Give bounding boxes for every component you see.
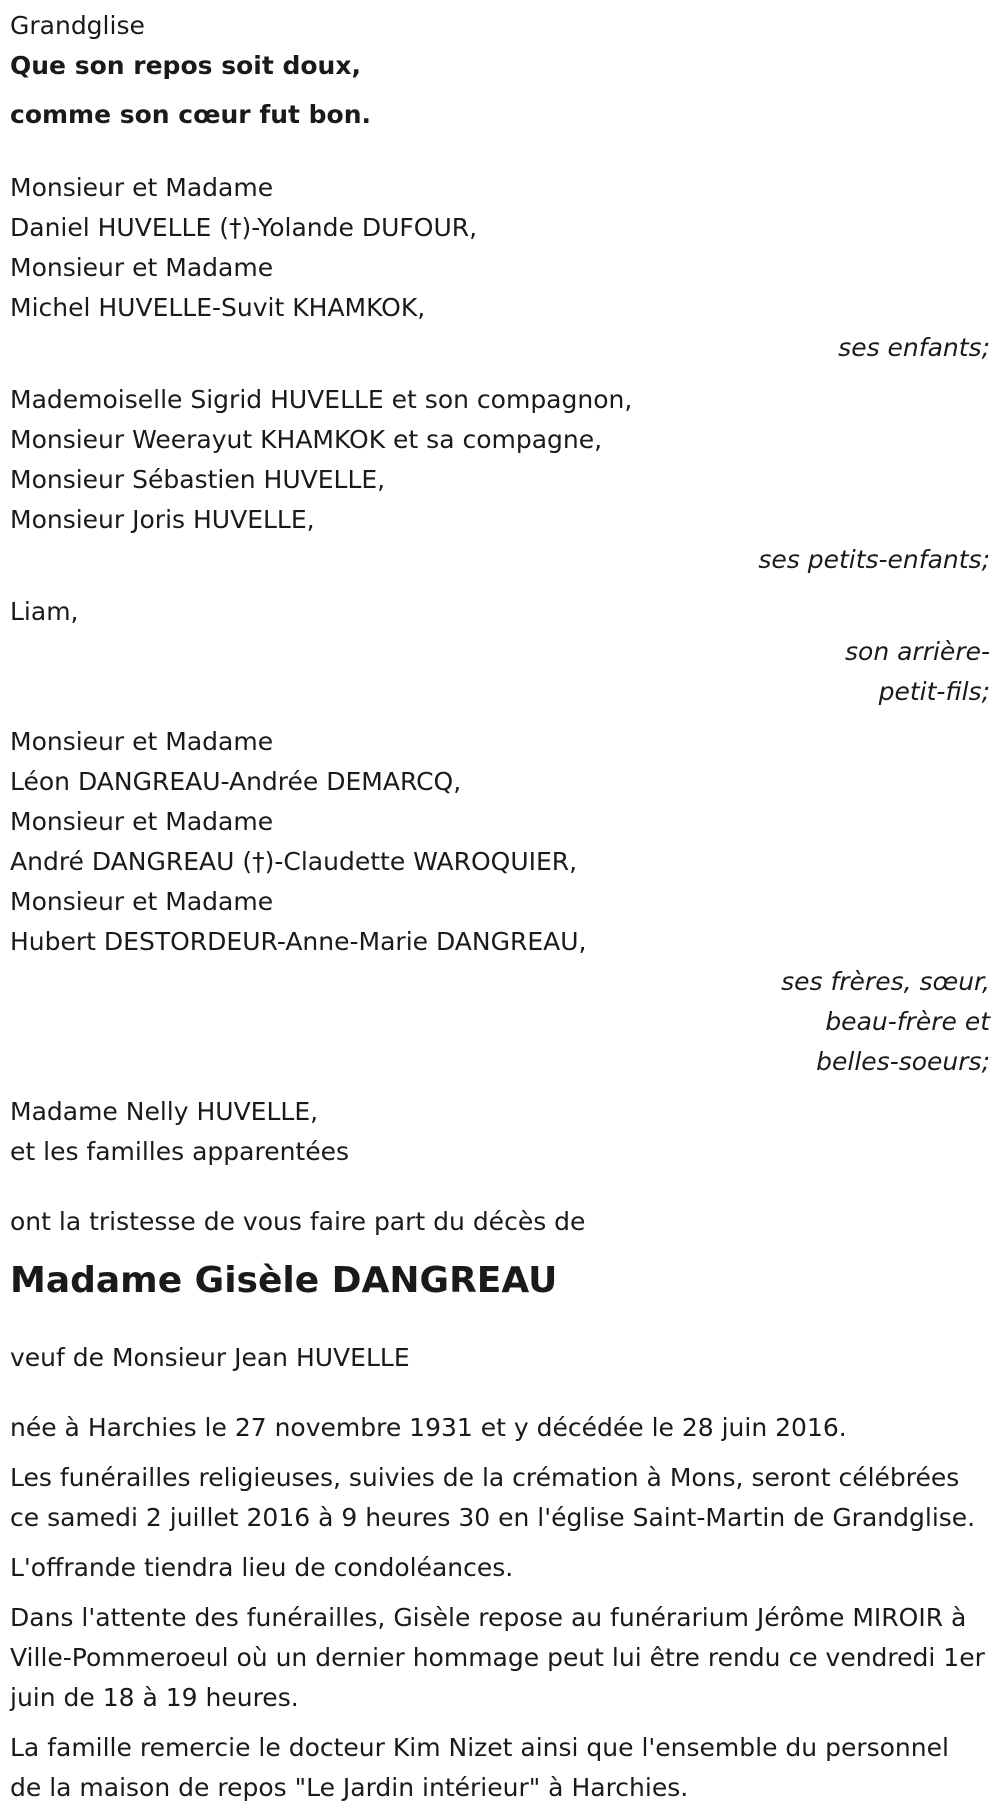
announcement-text: ont la tristesse de vous faire part du décès de <box>10 1207 586 1236</box>
family-line: Monsieur Sébastien HUVELLE, <box>10 465 386 494</box>
family-line: et les familles apparentées <box>10 1137 350 1166</box>
family-line: Daniel HUVELLE (†)-Yolande DUFOUR, <box>10 213 478 242</box>
family-line: Monsieur Joris HUVELLE, <box>10 505 315 534</box>
family-line: Liam, <box>10 597 79 626</box>
family-line: Hubert DESTORDEUR-Anne-Marie DANGREAU, <box>10 927 587 956</box>
siblings-group <box>10 722 1000 1082</box>
family-line: Monsieur Weerayut KHAMKOK et sa compagne, <box>10 425 603 454</box>
obituary-column <box>10 6 1000 1808</box>
deceased-name: Madame Gisèle DANGREAU <box>10 1260 558 1301</box>
family-line: André DANGREAU (†)-Claudette WAROQUIER, <box>10 847 578 876</box>
children-group <box>10 168 1000 368</box>
relation-label: ses petits-enfants; <box>758 545 990 574</box>
detail-paragraph: Les funérailles religieuses, suivies de la crémation à Mons, seront célébrées ce samedi 2 juillet 2016 à 9 heures 30 en l'église Saint-Martin de Grandglise. <box>10 1463 976 1532</box>
family-line: Léon DANGREAU-Andrée DEMARCQ, <box>10 767 462 796</box>
family-line: Monsieur et Madame <box>10 807 274 836</box>
great-grandchild-group <box>10 592 1000 712</box>
detail-paragraph: La famille remercie le docteur Kim Nizet ainsi que l'ensemble du personnel de la maison de repos "Le Jardin intérieur" à Harchies. <box>10 1733 949 1802</box>
family-line: Monsieur et Madame <box>10 887 274 916</box>
family-line: Michel HUVELLE-Suvit KHAMKOK, <box>10 293 426 322</box>
relation-label: ses frères, sœur, <box>781 967 990 996</box>
family-line: Monsieur et Madame <box>10 727 274 756</box>
detail-paragraph: L'offrande tiendra lieu de condoléances. <box>10 1553 514 1582</box>
relation-label: petit-fils; <box>878 677 990 706</box>
grandchildren-group <box>10 380 1000 580</box>
details <box>10 1408 1000 1808</box>
detail-paragraph: née à Harchies le 27 novembre 1931 et y décédée le 28 juin 2016. <box>10 1413 847 1442</box>
family-line: Madame Nelly HUVELLE, <box>10 1097 319 1126</box>
others-group <box>10 1092 1000 1172</box>
quote-line: Que son repos soit doux, <box>10 51 361 80</box>
relation-label: belles-soeurs; <box>816 1047 990 1076</box>
family-line: Monsieur et Madame <box>10 173 274 202</box>
detail-paragraph: Dans l'attente des funérailles, Gisèle repose au funérarium Jérôme MIROIR à Ville-Pommeroeul où un dernier hommage peut lui être rendu ce vendredi 1er juin de 18 à 19 heures. <box>10 1603 985 1712</box>
family-line: Mademoiselle Sigrid HUVELLE et son compagnon, <box>10 385 633 414</box>
relation-label: son arrière- <box>845 637 990 666</box>
relation-label: ses enfants; <box>838 333 990 362</box>
quote <box>10 46 1000 135</box>
place-name: Grandglise <box>10 11 145 40</box>
quote-line: comme son cœur fut bon. <box>10 100 372 129</box>
widow-of-text: veuf de Monsieur Jean HUVELLE <box>10 1343 410 1372</box>
relation-label: beau-frère et <box>825 1007 990 1036</box>
family-line: Monsieur et Madame <box>10 253 274 282</box>
